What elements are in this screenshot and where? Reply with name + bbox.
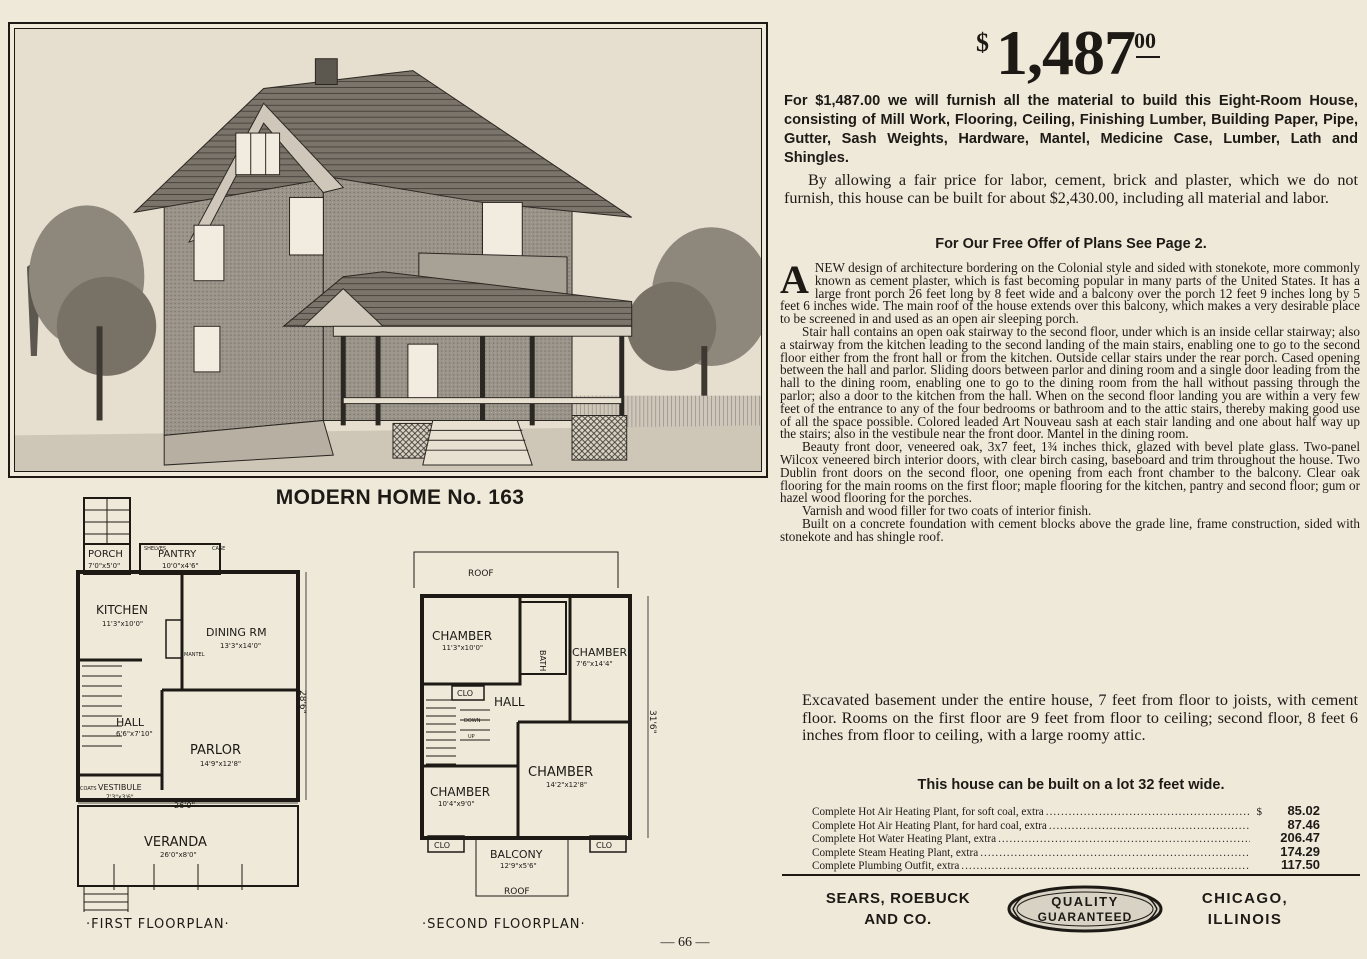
extras-row: Complete Hot Water Heating Plant, extra ..... 206.47 xyxy=(812,832,1320,846)
label-mantel: MANTEL xyxy=(184,652,205,658)
room-hall-dim: 6'6"x7'10" xyxy=(116,730,153,738)
dimension-depth: 28'6" xyxy=(297,690,307,714)
offer-heading: For Our Free Offer of Plans See Page 2. xyxy=(935,236,1207,252)
extras-row: Complete Steam Heating Plant, extra ..... 174.29 xyxy=(812,846,1320,860)
house-illustration xyxy=(15,29,761,471)
room-parlor: PARLOR xyxy=(190,743,241,758)
lead-paragraph: For $1,487.00 we will furnish all the material to build this Eight-Room House, consisting of Mill Work, Flooring, Ceiling, Finishing Lumber, Building Paper, Pipe, Gutter, Sash Weights, Hardware, Mantel, Medicine Case, Lumber, Lath and Shingles. xyxy=(784,93,1358,166)
room-pantry-dim: 10'0"x4'6" xyxy=(162,562,199,570)
room-balcony-dim: 12'9"x5'6" xyxy=(500,862,537,870)
dimension-depth-2: 31'6" xyxy=(647,710,657,734)
first-floor-caption: ·FIRST FLOORPLAN· xyxy=(86,917,230,932)
room-chamber-3: CHAMBER xyxy=(528,765,594,780)
room-dining: DINING RM xyxy=(206,626,267,639)
model-title: MODERN HOME No. 163 xyxy=(275,486,525,509)
extras-price-list xyxy=(812,805,1320,873)
footer-rule xyxy=(782,874,1360,876)
room-chamber-3-dim: 14'2"x12'8" xyxy=(546,781,588,789)
intro-paragraph: By allowing a fair price for labor, cement, brick and plaster, which we do not furnish, this house can be built for about $2,430.00, including all material and labor. xyxy=(784,171,1358,207)
room-chamber-1-dim: 11'3"x10'0" xyxy=(442,644,484,652)
room-parlor-dim: 14'9"x12'8" xyxy=(200,760,242,768)
room-closet-2: CLO xyxy=(434,841,451,850)
description-p1: ANEW design of architecture bordering on the Colonial style and sided with stonekote, more commonly known as cement plaster, which is fast becoming popular in many parts of the United States. It has a large front porch 26 feet long by 8 feet wide and a balcony over the porch 12 feet 9 inches long by 5 feet 6 inches wide. The main roof of the house extends over this balcony, which makes a very desirable place to be screened in and used as an open air sleeping porch. xyxy=(780,257,1360,327)
quality-guaranteed-seal xyxy=(1005,884,1165,934)
room-chamber-2-dim: 7'6"x14'4" xyxy=(576,660,613,668)
label-case: CASE xyxy=(212,546,226,552)
label-stairs-up: UP xyxy=(468,734,475,740)
second-floor-caption: ·SECOND FLOORPLAN· xyxy=(422,917,586,932)
label-coats: COATS xyxy=(80,786,97,792)
label-roof-bottom: ROOF xyxy=(504,887,530,897)
room-veranda: VERANDA xyxy=(144,835,207,850)
room-hall: HALL xyxy=(116,716,145,729)
price-cents: 00 xyxy=(1134,28,1156,53)
dimension-width: 26'0" xyxy=(174,801,196,810)
room-hall-2: HALL xyxy=(494,695,525,709)
room-chamber-4: CHAMBER xyxy=(430,785,491,799)
label-roof-top: ROOF xyxy=(468,569,494,579)
second-floor-plan xyxy=(400,540,660,910)
description-p4: Varnish and wood filler for two coats of interior finish. xyxy=(802,503,1092,519)
room-pantry: PANTRY xyxy=(158,549,197,560)
room-closet-1: CLO xyxy=(457,689,474,698)
room-dining-dim: 13'3"x14'0" xyxy=(220,642,262,650)
price-currency: $ xyxy=(976,28,989,57)
price-whole: 1,487 xyxy=(996,17,1135,88)
lot-heading: This house can be built on a lot 32 feet wide. xyxy=(917,777,1225,793)
room-porch-dim: 7'0"x5'0" xyxy=(88,562,121,570)
first-floor-plan xyxy=(62,490,312,920)
label-shelves: SHELVES xyxy=(144,546,167,552)
page-number: — 66 — xyxy=(660,935,710,950)
room-chamber-4-dim: 10'4"x9'0" xyxy=(438,800,475,808)
room-kitchen-dim: 11'3"x10'0" xyxy=(102,620,144,628)
city-name: CHICAGO, ILLINOIS xyxy=(1201,890,1289,928)
description-p3: Beauty front door, veneered oak, 3x7 feet, 1¾ inches thick, glazed with bevel plate glass. Two-panel Wilcox veneered birch interior doors, with clear birch casing, baseboard and trim throughout the house. Two Dublin front doors on the second floor, one opening from each front chamber to the balcony. Clear oak flooring for the main rooms on the first floor; maple flooring for the kitchen, pantry and second floor; gum or hazel wood flooring for the porches. xyxy=(780,439,1360,506)
seal-line-1: QUALITY xyxy=(1051,894,1119,909)
house-illustration-frame xyxy=(8,22,768,478)
room-chamber-2: CHAMBER xyxy=(572,646,628,659)
room-veranda-dim: 26'0"x8'0" xyxy=(160,851,197,859)
room-kitchen: KITCHEN xyxy=(96,603,148,617)
extras-row: Complete Hot Air Heating Plant, for hard coal, extra ..... 87.46 xyxy=(812,819,1320,833)
room-chamber-1: CHAMBER xyxy=(432,629,493,643)
room-porch: PORCH xyxy=(88,549,123,560)
seal-line-2: GUARANTEED xyxy=(1037,910,1133,924)
room-bath: BATH xyxy=(538,650,547,672)
dropcap: A xyxy=(780,257,809,302)
label-stairs-down: DOWN xyxy=(464,718,481,724)
room-closet-3: CLO xyxy=(596,841,613,850)
price xyxy=(960,17,1180,90)
extras-row: Complete Plumbing Outfit, extra ..... 117.50 xyxy=(812,859,1320,873)
description-p2: Stair hall contains an open oak stairway to the second floor, under which is an inside cellar stairway; also a stairway from the kitchen leading to the second landing of the main stairs, enabling one to go to the second floor either from the front hall or from the kitchen. Outside cellar stairs under the rear porch. Cased opening between the hall and parlor. Sliding doors between parlor and dining room and a single door leading from the hall to the dining room, enabling one to go to the dining room from the hall without passing through the parlor; also a door to the kitchen from the hall. When on the second floor landing you are within a very few feet of the entrance to any of the four bedrooms or bathroom and to the attic stairs, thereby making good use of all the space possible. Colored leaded Art Nouveau sash at each stair landing and one about half way up the stairs; also in the vestibule near the front door. Mantel in the dining room. xyxy=(780,323,1360,442)
extras-row: Complete Hot Air Heating Plant, for soft coal, extra ..... $ 85.02 xyxy=(812,805,1320,819)
price-cents-rule xyxy=(1136,56,1160,58)
basement-paragraph: Excavated basement under the entire house, 7 feet from floor to joists, with cement floor. Rooms on the first floor are 9 feet from floor to ceiling; second floor, 8 feet 6 inches from floor to ceiling, with a large roomy attic. xyxy=(802,691,1358,745)
description xyxy=(780,257,1360,544)
room-vestibule: VESTIBULE xyxy=(98,783,142,792)
room-balcony: BALCONY xyxy=(490,848,543,861)
room-vestibule-dim: 7'3"x3'6" xyxy=(106,794,134,801)
company-name: SEARS, ROEBUCK AND CO. xyxy=(825,890,971,928)
description-p5: Built on a concrete foundation with cement blocks above the grade line, frame construction, sided with stonekote and has shingle roof. xyxy=(780,515,1360,544)
